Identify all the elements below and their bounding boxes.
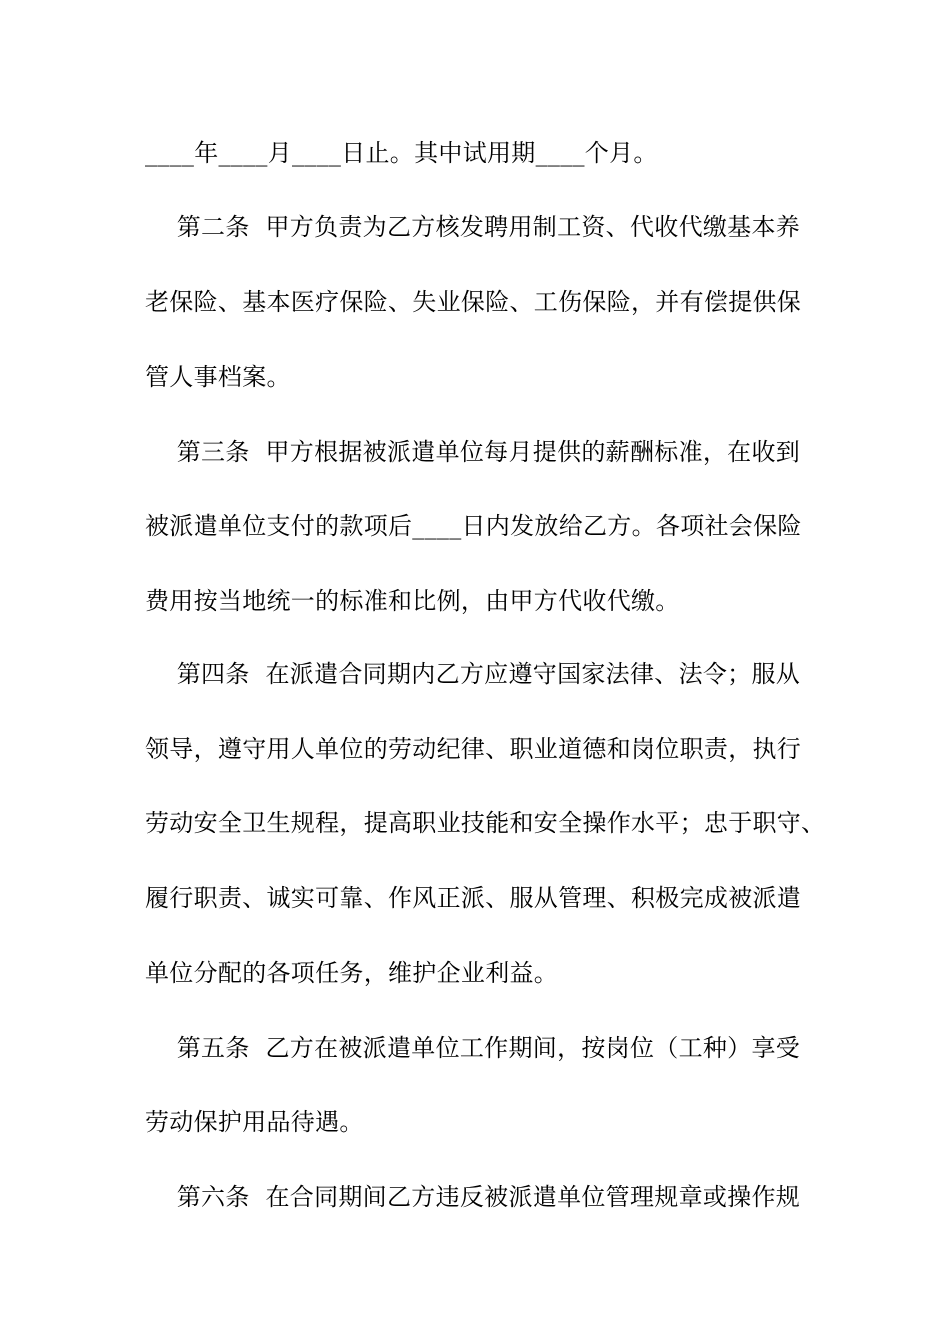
text-line: 单位分配的各项任务，维护企业利益。	[145, 959, 559, 987]
text-line: 第五条 乙方在被派遣单位工作期间，按岗位（工种）享受	[145, 1034, 801, 1062]
text-line: 劳动安全卫生规程，提高职业技能和安全操作水平；忠于职守、	[145, 809, 826, 837]
text-line: 履行职责、诚实可靠、作风正派、服从管理、积极完成被派遣	[145, 884, 802, 912]
text-line: 被派遣单位支付的款项后____日内发放给乙方。各项社会保险	[145, 512, 802, 540]
text-line: 领导，遵守用人单位的劳动纪律、职业道德和岗位职责，执行	[145, 735, 802, 763]
text-line: 第三条 甲方根据被派遣单位每月提供的薪酬标准，在收到	[145, 438, 801, 466]
text-line: 第二条 甲方负责为乙方核发聘用制工资、代收代缴基本养	[145, 213, 801, 241]
text-line: 管人事档案。	[145, 363, 291, 391]
text-line: 第六条 在合同期间乙方违反被派遣单位管理规章或操作规	[145, 1183, 801, 1211]
text-line: 费用按当地统一的标准和比例，由甲方代收代缴。	[145, 587, 680, 615]
text-line: 老保险、基本医疗保险、失业保险、工伤保险，并有偿提供保	[145, 288, 802, 316]
text-line: 劳动保护用品待遇。	[145, 1108, 364, 1136]
text-line: 第四条 在派遣合同期内乙方应遵守国家法律、法令；服从	[145, 660, 801, 688]
text-line: ____年____月____日止。其中试用期____个月。	[145, 139, 658, 167]
